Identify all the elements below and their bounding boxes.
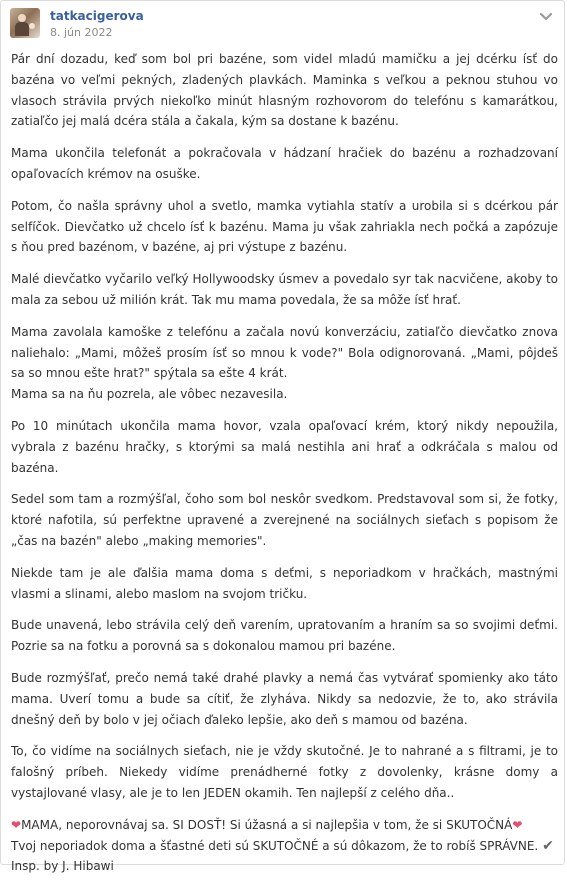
heart-icon: ❤ [512, 817, 523, 832]
closing-line [11, 836, 558, 857]
avatar-child-figure [29, 23, 35, 29]
paragraph: Potom, čo našla správny uhol a svetlo, mamka vytiahla statív a urobila si s dcérkou pár selfíčok. Dievčatko už chcelo ísť k bazénu. Mama ju však zahriakla nech počká a zapózuje s ňou pred bazénom, v bazéne, aj pri výstupe z bazénu. [11, 198, 558, 255]
closing-text: Tvoj neporiadok doma a šťastné deti sú SKUTOČNÉ a sú dôkazom, že to robíš SPRÁVNE. [11, 838, 539, 853]
signature: Insp. by J. Hibawi [11, 859, 114, 874]
heart-icon: ❤ [11, 817, 22, 832]
paragraph: Malé dievčatko vyčarilo veľký Hollywoodsky úsmev a povedalo syr tak nacvičene, akoby to mala za sebou už milión krát. Tak mu mama povedala, že sa môže ísť hrať. [11, 272, 558, 307]
paragraph: Mama sa na ňu pozrela, ale vôbec nezavesila. [11, 387, 288, 402]
avatar-figure-body [15, 22, 29, 36]
paragraph: Bude unavená, lebo strávila celý deň varením, upratovaním a hraním sa so svojimi deťmi. Pozrie sa na fotku a porovná sa s dokonalou mamou pri bazéne. [11, 618, 558, 654]
paragraph: Niekde tam je ale ďalšia mama doma s deťmi, s neporiadkom v hračkách, mastnými vlasmi a slinami, alebo maslom na svojom tričku. [11, 565, 558, 601]
paragraph: Mama ukončila telefonát a pokračovala v hádzaní hračiek do bazénu a rozhadzovaní opaľovacích krémov na osuške. [11, 146, 558, 181]
post-body [11, 49, 558, 888]
paragraph: Pár dní dozadu, keď som bol pri bazéne, som videl mladú mamičku a jej dcérku ísť do bazéna vo veľmi pekných, zladených plavkách. Maminka s veľkou a peknou stuhou vo vlasoch strávila prvých niekoľko minút hlasným rozhovorom do telefónu s kamarátkou, zatiaľčo jej malá dcéra stála a čakala, kým sa dostane k bazénu. [11, 52, 558, 129]
post-header [10, 7, 556, 41]
paragraph: Sedel som tam a rozmýšľal, čoho som bol neskôr svedkom. Predstavoval som si, že fotky, ktoré nafotila, sú perfektne upravené a zverejnené na sociálnych sieťach s popisom že „čas na bazén" alebo „making memories". [11, 492, 558, 548]
checkmark-icon: ✔ [542, 837, 554, 854]
closing-line [11, 815, 558, 836]
paragraph: Mama zavolala kamoške z telefónu a začala novú konverzáciu, zatiaľčo dievčatko znova naliehalo: „Mami, môžeš prosím ísť so mnou k vode?" Bola odignorovaná. „Mami, pôjdeš sa so mnou ešte hrat?" spýtala sa ešte 4 krát. [11, 324, 558, 381]
paragraph: To, čo vidíme na sociálnych sieťach, nie je vždy skutočné. Je to nahrané a s filtrami, je to falošný príbeh. Niekedy vidíme prenádherné fotky z dovolenky, krásne domy a vystajlované vlasy, ale je to len JEDEN okamih. Ten najlepší z celého dňa.. [11, 744, 558, 800]
avatar-figure [18, 14, 26, 22]
chevron-down-icon[interactable] [538, 9, 554, 23]
user-avatar[interactable] [10, 8, 40, 38]
paragraph: Bude rozmýšľať, prečo nemá také drahé plavky a nemá čas vytvárať spomienky ako táto mama. Uverí tomu a bude sa cítiť, že zlyháva. Nikdy sa nedozvie, že to, ako strávila dnešný deň by bolo v jej očiach ďaleko lepšie, ako deň s mamou od bazéna. [11, 670, 558, 727]
paragraph: Po 10 minútach ukončila mama hovor, vzala opaľovací krém, ktorý nikdy nepoužila, vybrala z bazénu hračky, s ktorými sa malá nestihla ani hrať a odkráčala s malou od bazéna. [11, 418, 558, 475]
username-link[interactable]: tatkacigerova [50, 9, 144, 23]
closing-text: MAMA, neporovnávaj sa. SI DOSŤ! Si úžasná a si najlepšia v tom, že si SKUTOČNÁ [21, 817, 513, 832]
post-date: 8. jún 2022 [50, 26, 113, 39]
